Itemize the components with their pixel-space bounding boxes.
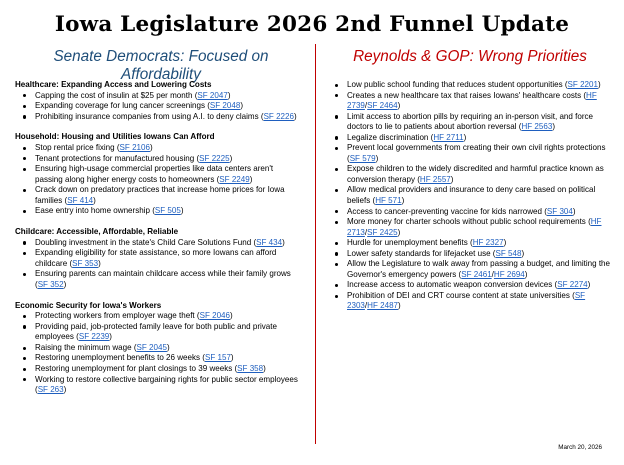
senate-democrats-heading: Senate Democrats: Focused on Affordability	[53, 48, 269, 83]
bill-list-item	[327, 164, 610, 185]
bill-list-item	[327, 185, 610, 206]
bill-list-item	[15, 154, 301, 165]
bill-link[interactable]: SF 2047	[197, 90, 228, 100]
bill-link[interactable]: SF 2239	[78, 332, 110, 342]
section-title: Economic Security for Iowa's Workers	[15, 300, 162, 310]
bill-link[interactable]: SF 263	[37, 385, 64, 395]
bill-list-item	[15, 248, 301, 269]
bill-link[interactable]: SF 505	[154, 206, 181, 216]
bill-list-item	[15, 364, 301, 375]
item-end: )	[109, 332, 112, 342]
item-text: Restoring unemployment for plant closings to 39 weeks (	[35, 364, 238, 374]
bill-list-item	[15, 375, 301, 396]
policy-section	[15, 132, 301, 216]
ref-separator: /	[364, 301, 368, 311]
bill-link[interactable]: HF 2711	[433, 132, 464, 142]
gop-heading: Reynolds & GOP: Wrong Priorities	[353, 48, 587, 65]
bill-list-item	[15, 143, 301, 154]
bill-list	[327, 80, 610, 312]
item-end: )	[375, 153, 379, 163]
bill-list	[15, 311, 301, 395]
item-end: )	[572, 206, 576, 216]
bill-list	[15, 91, 301, 123]
bill-list-item	[15, 164, 301, 185]
item-end: )	[552, 122, 556, 132]
bill-link[interactable]: HF 2563	[521, 122, 553, 132]
bill-list-item	[15, 311, 301, 322]
bill-link[interactable]: SF 2048	[209, 101, 241, 111]
item-text: Expanding coverage for lung cancer screenings (	[35, 101, 210, 111]
item-text: Increase access to automatic weapon conversion devices (	[347, 280, 558, 290]
bill-list-item	[15, 343, 301, 354]
bill-link[interactable]: SF 434	[256, 237, 283, 247]
item-text: Access to cancer-preventing vaccine for kids narrowed (	[347, 206, 547, 216]
item-text: Creates a new healthcare tax that raises Iowans' healthcare costs (	[347, 90, 587, 100]
bill-link[interactable]: HF 2557	[419, 174, 451, 184]
bill-list-item	[15, 322, 301, 343]
item-end: )	[463, 132, 467, 142]
item-end: )	[240, 101, 244, 111]
bill-list-item	[327, 259, 610, 280]
item-end: )	[263, 364, 266, 374]
bill-link[interactable]: SF 358	[237, 364, 264, 374]
bill-list-item	[15, 185, 301, 206]
item-end: )	[180, 206, 184, 216]
ref-separator: /	[491, 269, 494, 279]
item-text: More money for charter schools without public school requirements (	[347, 217, 591, 227]
bill-list-item	[327, 133, 610, 144]
bill-list-item	[15, 269, 301, 290]
footer-date: March 20, 2026	[558, 444, 602, 451]
item-end: )	[63, 385, 67, 395]
item-end: )	[63, 279, 67, 289]
item-text: Low public school funding that reduces student opportunities (	[347, 80, 568, 89]
section-title: Healthcare: Expanding Access and Lowering Costs	[15, 80, 212, 89]
item-text: Ensuring parents can maintain childcare access while their family grows (	[35, 269, 291, 289]
bill-list-item	[327, 291, 610, 312]
bill-link[interactable]: HF 2739	[347, 90, 597, 111]
policy-section	[15, 301, 301, 396]
bill-link[interactable]: SF 2303	[347, 290, 586, 311]
item-text: Capping the cost of insulin at $25 per month (	[35, 90, 198, 100]
document-title: Iowa Legislature 2026 2nd Funnel Update	[54, 12, 570, 37]
bill-list	[15, 238, 301, 291]
item-text: Doubling investment in the state's Child Care Solutions Fund (	[35, 237, 257, 247]
bill-link[interactable]: HF 2713	[347, 217, 602, 237]
item-text: Limit access to abortion pills by requiring an in-person visit, and force doctors to lie to patients about abortion reversal (	[347, 111, 593, 132]
democrats-column	[15, 80, 301, 406]
bill-link[interactable]: SF 2226	[263, 111, 294, 121]
item-end: )	[249, 174, 253, 184]
bill-list-item	[327, 91, 610, 112]
item-text: Restoring unemployment benefits to 26 weeks (	[35, 353, 205, 363]
policy-section	[15, 227, 301, 290]
item-end: )	[450, 174, 454, 184]
bill-list-item	[15, 101, 301, 112]
ref-separator: /	[364, 101, 368, 111]
item-end: )	[401, 196, 405, 206]
item-end: )	[293, 111, 297, 121]
item-text: Prohibition of DEI and CRT course content at state universities (	[347, 290, 575, 300]
bill-link[interactable]: SF 352	[37, 279, 64, 289]
item-text: Hurdle for unemployment benefits (	[347, 238, 473, 248]
bill-link[interactable]: SF 579	[349, 153, 376, 163]
item-end: )	[587, 280, 591, 290]
bill-link[interactable]: HF 571	[375, 196, 402, 206]
bill-link[interactable]: SF 2461	[461, 269, 492, 279]
item-end: )	[282, 237, 285, 247]
item-text: Ease entry into home ownership (	[35, 206, 155, 216]
item-text: Protecting workers from employer wage theft (	[35, 311, 200, 321]
bill-list-item	[15, 112, 301, 123]
section-title: Household: Housing and Utilities Iowans Can Afford	[15, 132, 215, 142]
item-text: Lower safety standards for lifejacket use (	[347, 248, 496, 258]
item-end: )	[230, 311, 233, 321]
item-end: )	[227, 90, 231, 100]
item-end: )	[149, 143, 153, 153]
bill-list-item	[327, 207, 610, 218]
bill-list-item	[15, 91, 301, 102]
item-text: Tenant protections for manufactured housing (	[35, 153, 200, 163]
ref-separator: /	[364, 227, 368, 237]
bill-link[interactable]: SF 2249	[219, 174, 250, 184]
item-text: Ensuring high-usage commercial properties like data centers aren't passing along higher energy costs to homeowners (	[35, 164, 274, 184]
bill-link[interactable]: HF 2694	[493, 269, 525, 279]
bill-link[interactable]: SF 2225	[199, 153, 230, 163]
item-end: )	[597, 80, 601, 89]
bill-list-item	[327, 249, 610, 260]
item-text: Raising the minimum wage (	[35, 342, 137, 352]
bill-link[interactable]: SF 548	[495, 248, 522, 258]
bill-list-item	[327, 238, 610, 249]
item-text: Allow the Legislature to walk away from passing a budget, and limiting the Governor's emergency powers (	[347, 259, 611, 279]
bill-link[interactable]: SF 157	[204, 353, 231, 363]
item-text: Expose children to the widely discredited and harmful practice known as conversion therapy (	[347, 164, 604, 184]
bill-link[interactable]: HF 2327	[472, 238, 504, 248]
bill-link[interactable]: SF 304	[546, 206, 573, 216]
item-text: Providing paid, job-protected family leave for both public and private employees (	[35, 321, 277, 342]
bill-list-item	[327, 112, 610, 133]
bill-link[interactable]: SF 2464	[367, 101, 398, 111]
item-end: )	[166, 342, 170, 352]
bill-link[interactable]: SF 414	[67, 195, 94, 205]
item-end: )	[93, 195, 96, 205]
bill-list-item	[15, 353, 301, 364]
bill-link[interactable]: SF 2046	[199, 311, 230, 321]
bill-link[interactable]: SF 2274	[557, 280, 588, 290]
item-end: )	[98, 258, 101, 268]
item-end: )	[521, 248, 525, 258]
item-end: )	[503, 238, 507, 248]
item-text: Allow medical providers and insurance to deny care based on political beliefs (	[347, 185, 596, 206]
bill-list-item	[327, 280, 610, 291]
item-text: Prevent local governments from creating their own civil rights protections (	[347, 143, 606, 163]
item-text: Crack down on predatory practices that increase home prices for Iowa families (	[35, 185, 285, 205]
bill-list-item	[15, 238, 301, 249]
column-divider	[315, 44, 316, 444]
item-text: Stop rental price fixing (	[35, 143, 120, 153]
bill-list-item	[327, 217, 610, 238]
item-text: Expanding eligibility for state assistance, so more Iowans can afford childcare (	[35, 248, 277, 268]
item-text: Legalize discrimination (	[347, 132, 434, 142]
item-end: )	[524, 269, 528, 279]
gop-column	[327, 80, 610, 312]
item-end: )	[230, 353, 234, 363]
bill-list-item	[327, 80, 610, 91]
item-end: )	[229, 153, 233, 163]
bill-list-item	[327, 143, 610, 164]
bill-link[interactable]: SF 353	[72, 258, 99, 268]
bill-list	[15, 143, 301, 217]
item-text: Prohibiting insurance companies from using A.I. to deny claims (	[35, 111, 264, 121]
bill-link[interactable]: SF 2425	[367, 227, 398, 237]
bill-link[interactable]: HF 2487	[367, 301, 399, 311]
item-text: Working to restore collective bargaining rights for public sector employees (	[35, 374, 298, 395]
item-end: )	[397, 101, 401, 111]
bill-list-item	[15, 206, 301, 217]
policy-section	[15, 80, 301, 122]
item-end: )	[398, 301, 401, 311]
bill-link[interactable]: SF 2106	[119, 143, 150, 153]
bill-link[interactable]: SF 2201	[567, 80, 598, 89]
section-title: Childcare: Accessible, Affordable, Reliable	[15, 227, 179, 237]
item-end: )	[397, 227, 401, 237]
bill-link[interactable]: SF 2045	[136, 342, 167, 352]
